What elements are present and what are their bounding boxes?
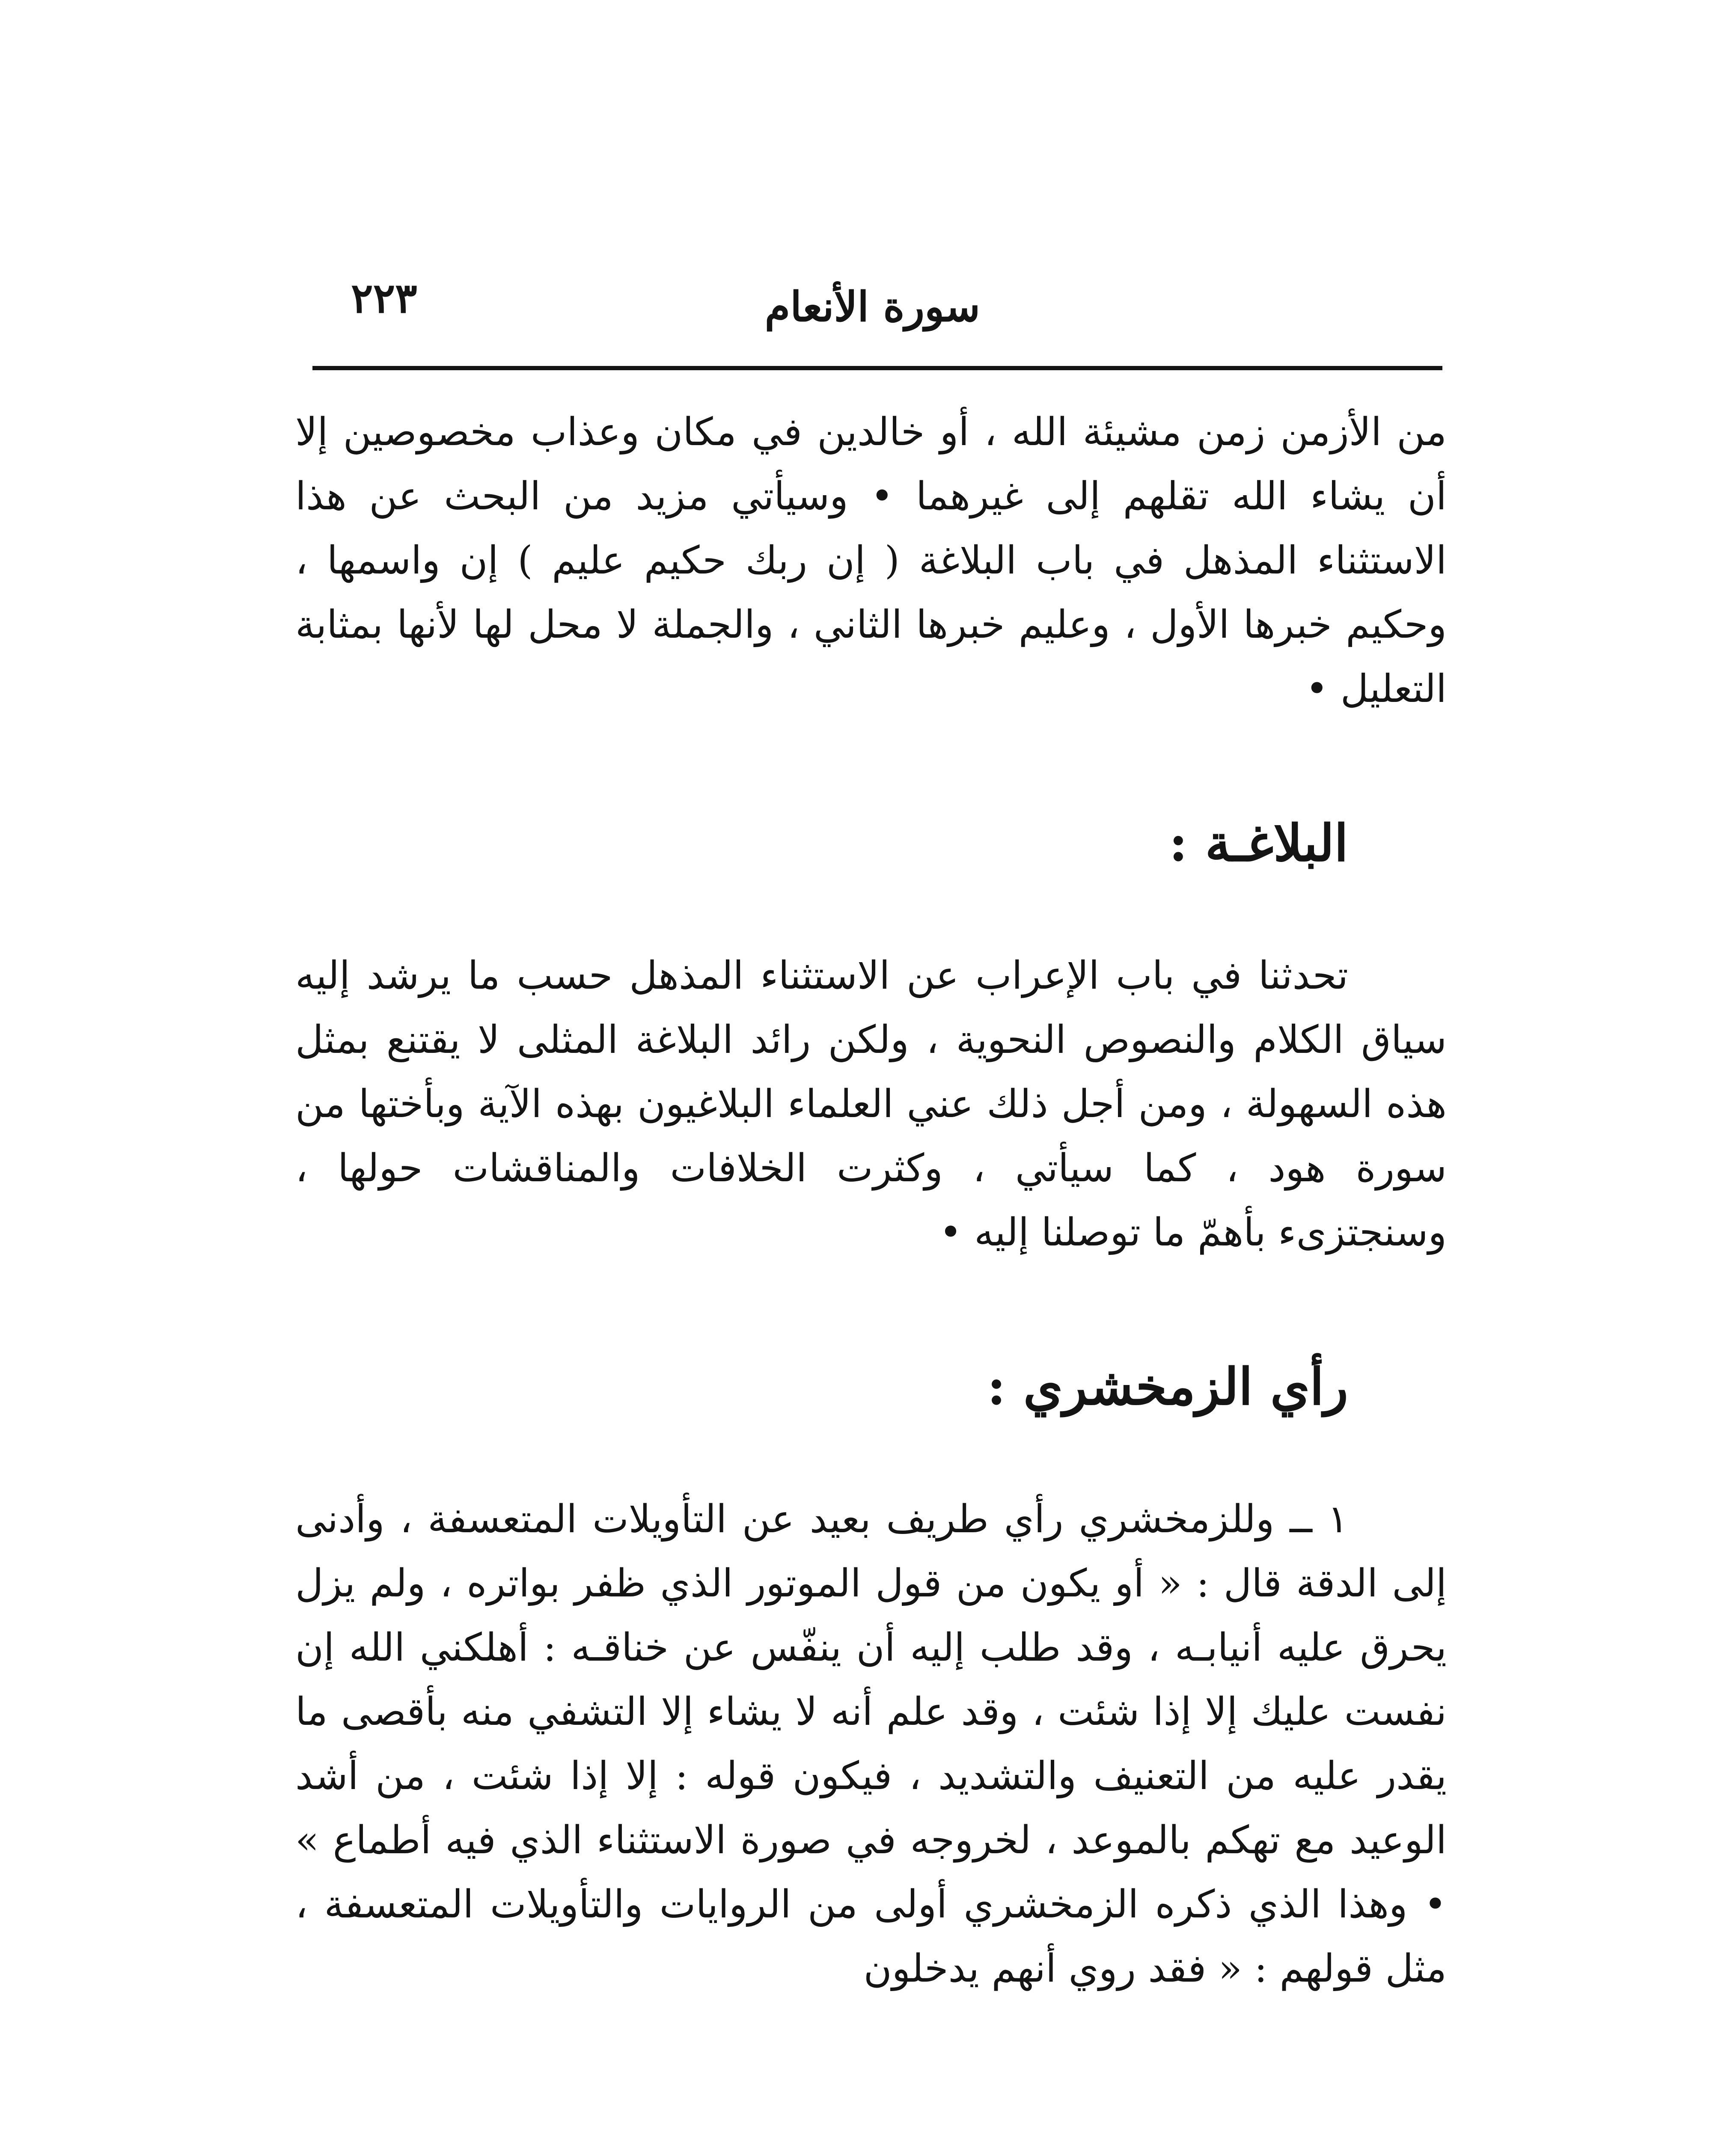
section-heading-zamakhshari: رأي الزمخشري :	[987, 1357, 1348, 1416]
page-number: ٢٢٣	[351, 274, 417, 322]
paragraph-continuation: من الأزمن زمن مشيئة الله ، أو خالدين في مكان وعذاب مخصوصين إلا أن يشاء الله تقلهم إلى غيرهما • وسيأتي مزيد من البحث عن هذا الاستثناء المذهل في باب البلاغة ( إن ربك حكيم عليم ) إن واسمها ، وحكيم خبرها الأول ، وعليم خبرها الثاني ، والجملة لا محل لها لأنها بمثابة التعليل •	[295, 410, 1447, 711]
paragraph-zamakhshari: ١ ــ وللزمخشري رأي طريف بعيد عن التأويلات المتعسفة ، وأدنى إلى الدقة قال : « أو يكون من قول الموتور الذي ظفر بواتره ، ولم يزل يحرق عليه أنيابـه ، وقد طلب إليه أن ينفّس عن خناقـه : أهلكني الله إن نفست عليك إلا إذا شئت ، وقد علم أنه لا يشاء إلا التشفي منه بأقصى ما يقدر عليه من التعنيف والتشديد ، فيكون قوله : إلا إذا شئت ، من أشد الوعيد مع تهكم بالموعد ، لخروجه في صورة الاستثناء الذي فيه أطماع » • وهذا الذي ذكره الزمخشري أولى من الروايات والتأويلات المتعسفة ، مثل قولهم : « فقد روي أنهم يدخلون	[295, 1497, 1447, 1991]
section-heading-balagha: البلاغـة :	[1169, 813, 1348, 873]
header-divider	[312, 366, 1442, 370]
page-body	[295, 400, 1447, 2001]
page-title: سورة الأنعام	[764, 282, 980, 331]
paragraph-balagha: تحدثنا في باب الإعراب عن الاستثناء المذهل حسب ما يرشد إليه سياق الكلام والنصوص النحوية ، ولكن رائد البلاغة المثلى لا يقتنع بمثل هذه السهولة ، ومن أجل ذلك عني العلماء البلاغيون بهذه الآية وبأختها من سورة هود ، كما سيأتي ، وكثرت الخلافات والمناقشات حولها ، وسنجتزىء بأهمّ ما توصلنا إليه •	[295, 953, 1447, 1255]
page-header	[312, 257, 1442, 342]
